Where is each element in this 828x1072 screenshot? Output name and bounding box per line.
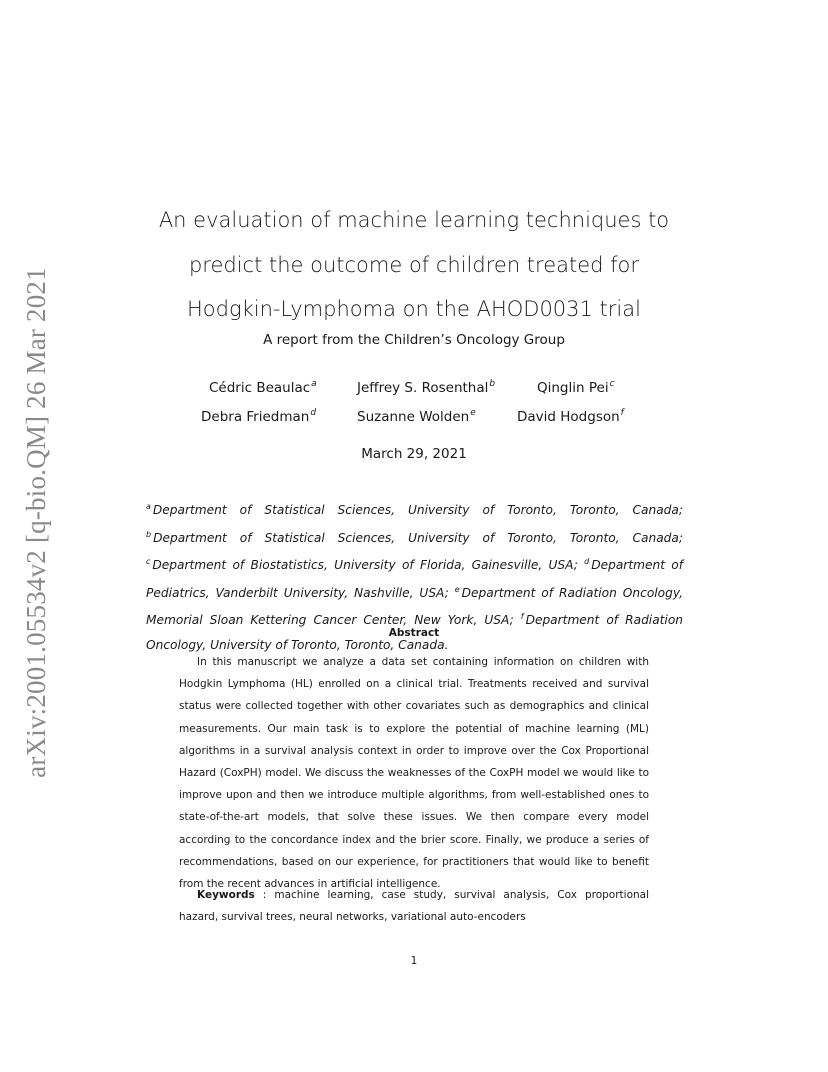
title-line-3: Hodgkin-Lymphoma on the AHOD0031 trial	[187, 297, 641, 321]
author-mark: e	[470, 408, 476, 418]
affiliation-text: Department of Statistical Sciences, University of Toronto, Toronto, Canada;	[152, 503, 683, 517]
author-name: Jeffrey S. Rosenthal	[357, 380, 489, 396]
affiliation-mark: e	[454, 584, 460, 594]
affiliation-mark: a	[146, 502, 151, 511]
abstract-heading: Abstract	[388, 627, 440, 639]
affiliation-mark: d	[584, 557, 590, 566]
author-name: Cédric Beaulac	[209, 380, 311, 396]
keywords-label: Keywords	[197, 889, 255, 901]
author	[537, 379, 615, 396]
author-mark: b	[489, 379, 496, 389]
affiliation-text: Department of Radiation Oncology, Memorial Sloan Kettering Cancer Center, New York, USA;	[146, 585, 684, 627]
author-name: Qinglin Pei	[537, 380, 609, 396]
author	[357, 408, 476, 425]
arxiv-identifier: arXiv:2001.05534v2 [q-bio.QM] 26 Mar 2021	[20, 266, 51, 778]
title-line-1: An evaluation of machine learning techniques to	[158, 208, 670, 232]
author	[201, 408, 316, 425]
author-mark: d	[310, 408, 317, 418]
author-mark: a	[311, 379, 317, 389]
author	[209, 379, 317, 396]
arxiv-identifier-stamp	[16, 262, 56, 782]
page-number: 1	[410, 955, 418, 967]
publication-date: March 29, 2021	[361, 446, 467, 462]
subtitle: A report from the Children’s Oncology Group	[263, 332, 565, 348]
affiliation-text: Department of Statistical Sciences, University of Toronto, Toronto, Canada;	[153, 530, 683, 545]
title-line-2: predict the outcome of children treated for	[188, 253, 640, 277]
affiliation-text: Department of Biostatistics, University of Florida, Gainesville, USA;	[152, 558, 578, 572]
affiliation-mark: b	[146, 529, 152, 539]
author-name: Debra Friedman	[201, 409, 310, 425]
affiliation-text: Department of Radiation Oncology, University of Toronto, Toronto, Canada.	[146, 613, 684, 652]
author	[357, 379, 495, 396]
author-name: David Hodgson	[517, 409, 620, 425]
author-name: Suzanne Wolden	[357, 409, 470, 425]
keywords-text: : machine learning, case study, survival analysis, Cox proportional hazard, survival trees, neural networks, variational auto-encoders	[179, 889, 649, 924]
author-mark: c	[609, 379, 615, 389]
affiliation-mark: c	[146, 557, 151, 566]
author-mark: f	[620, 408, 624, 418]
affiliation-text: Department of Pediatrics, Vanderbilt University, Nashville, USA;	[146, 558, 684, 600]
author	[517, 408, 624, 425]
keywords	[179, 884, 649, 928]
affiliation-mark: f	[520, 612, 524, 621]
abstract-body: In this manuscript we analyze a data set containing information on children with Hodgkin Lymphoma (HL) enrolled on a clinical trial. Treatments received and survival status were collected together with other covariates such as demographics and clinical measurements. Our main task is to explore the potential of machine learning (ML) algorithms in a survival analysis context in order to improve over the Cox Proportional Hazard (CoxPH) model. We discuss the weaknesses of the CoxPH model we would like to improve upon and then we introduce multiple algorithms, from well-established ones to state-of-the-art models, that solve these issues. We then compare every model according to the concordance index and the brier score. Finally, we produce a series of recommendations, based on our experience, for practitioners that would like to benefit from the recent advances in artificial intelligence.	[179, 656, 649, 891]
